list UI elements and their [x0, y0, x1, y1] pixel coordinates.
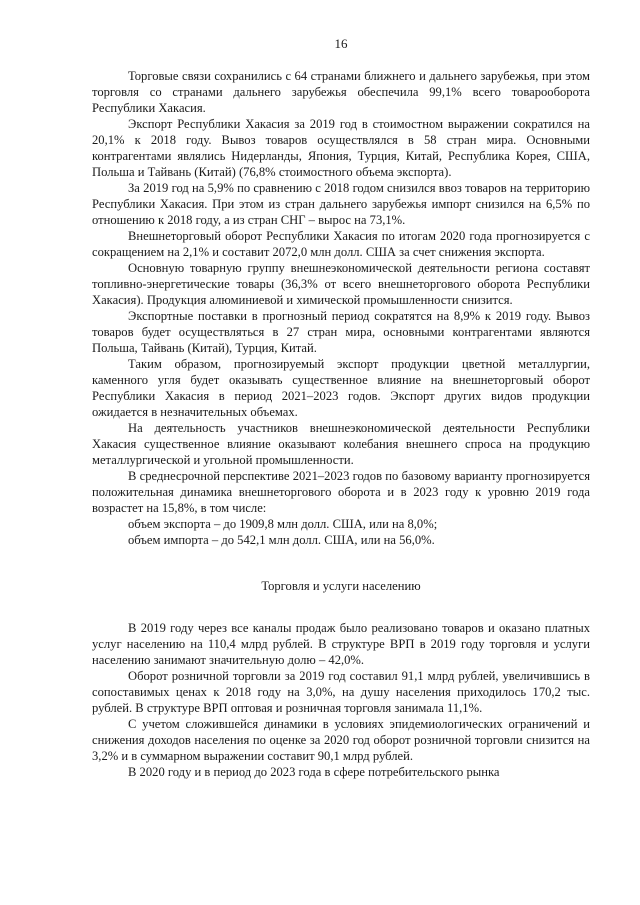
paragraph: Основную товарную группу внешнеэкономической деятельности региона составят топливно-энергетические товары (36,3% от всего внешнеторгового оборота Республики Хакасия). Продукция алюминиевой и химической промышленности снизится. [92, 261, 590, 307]
section-heading: Торговля и услуги населению [261, 579, 421, 593]
paragraph: Внешнеторговый оборот Республики Хакасия по итогам 2020 года прогнозируется с сокращением на 2,1% и составит 2072,0 млн долл. США за счет снижения экспорта. [92, 229, 590, 259]
paragraph: С учетом сложившейся динамики в условиях эпидемиологических ограничений и снижения доходов населения по оценке за 2020 год оборот розничной торговли снизится на 3,2% и в суммарном выражении составит 90,1 млрд рублей. [92, 717, 590, 763]
section-trade-services [92, 620, 590, 780]
paragraph: Таким образом, прогнозируемый экспорт продукции цветной металлургии, каменного угля будет оказывать существенное влияние на внешнеторговый оборот Республики Хакасия в период 2021–2023 годов. Экспорт других видов продукции ожидается в незначительных объемах. [92, 357, 590, 419]
paragraph: Оборот розничной торговли за 2019 год составил 91,1 млрд рублей, увеличившись в сопоставимых ценах к 2018 году на 3,0%, на душу населения приходилось 170,2 тыс. рублей. В структуре ВРП оптовая и розничная торговля занимала 11,1%. [92, 669, 590, 715]
paragraph: В 2020 году и в период до 2023 года в сфере потребительского рынка [128, 765, 500, 779]
paragraph: Экспорт Республики Хакасия за 2019 год в стоимостном выражении сократился на 20,1% к 2018 году. Вывоз товаров осуществлялся в 58 стран мира. Основными контрагентами являлись Нидерланды, Япония, Турция, Китай, Республика Корея, США, Польша и Тайвань (Китай) (76,8% стоимостного объема экспорта). [92, 117, 590, 179]
section-foreign-trade [92, 68, 590, 548]
list-item: объем экспорта – до 1909,8 млн долл. США, или на 8,0%; [128, 517, 438, 531]
paragraph: Экспортные поставки в прогнозный период сократятся на 8,9% к 2019 году. Вывоз товаров будет осуществляться в 27 стран мира, основными контрагентами являются Польша, Тайвань (Китай), Турция, Китай. [92, 309, 590, 355]
paragraph: В 2019 году через все каналы продаж было реализовано товаров и оказано платных услуг населению на 110,4 млрд рублей. В структуре ВРП в 2019 году торговля и услуги населению занимают значительную долю – 42,0%. [92, 621, 590, 667]
paragraph: Торговые связи сохранились с 64 странами ближнего и дальнего зарубежья, при этом торговля со странами дальнего зарубежья обеспечила 99,1% всего товарооборота Республики Хакасия. [92, 69, 590, 115]
paragraph: За 2019 год на 5,9% по сравнению с 2018 годом снизился ввоз товаров на территорию Республики Хакасия. При этом из стран дальнего зарубежья импорт снизился на 6,5% по отношению к 2018 году, а из стран СНГ – вырос на 73,1%. [92, 181, 590, 227]
paragraph: На деятельность участников внешнеэкономической деятельности Республики Хакасия существенное влияние оказывают колебания внешнего спроса на продукцию металлургической и угольной промышленности. [92, 421, 590, 467]
list-item: объем импорта – до 542,1 млн долл. США, или на 56,0%. [128, 533, 435, 547]
paragraph: В среднесрочной перспективе 2021–2023 годов по базовому варианту прогнозируется положительная динамика внешнеторгового оборота и в 2023 году к уровню 2019 года возрастет на 15,8%, в том числе: [92, 469, 590, 515]
page-number: 16 [334, 36, 348, 51]
